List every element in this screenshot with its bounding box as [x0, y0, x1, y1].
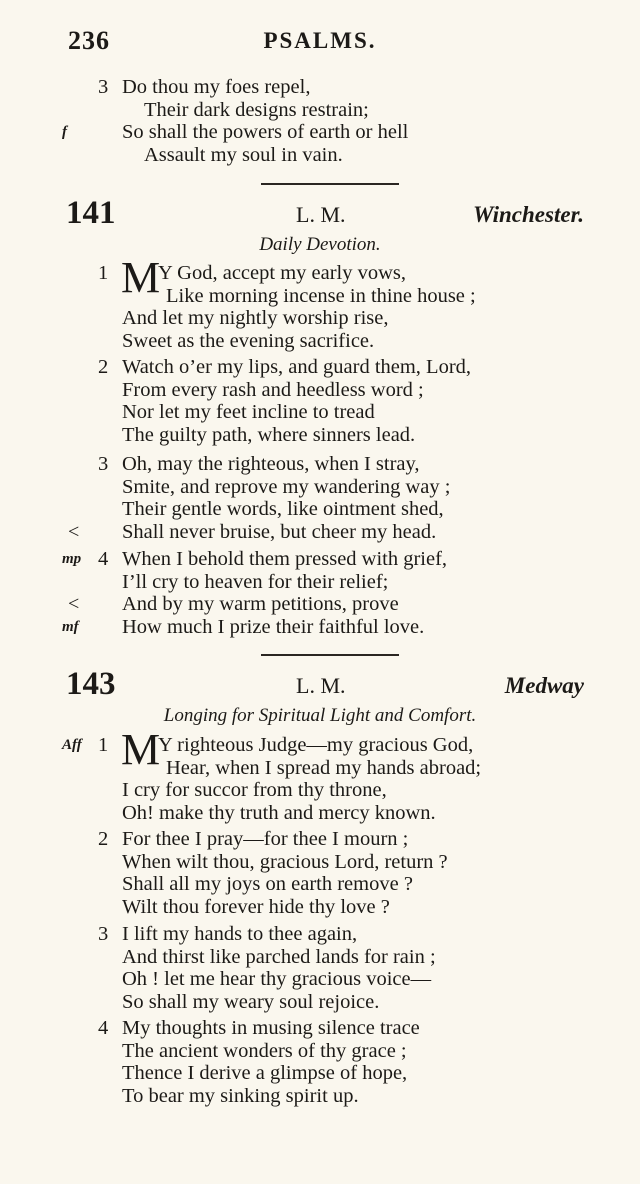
verse-line: Hear, when I spread my hands abroad; — [166, 756, 482, 779]
verse-number: 2 — [98, 356, 109, 378]
verse-number: 2 — [98, 828, 109, 850]
verse-line: Shall never bruise, but cheer my head. — [122, 520, 437, 543]
hymn-verse — [0, 453, 640, 543]
verse-line: Their dark designs restrain; — [144, 98, 369, 121]
verse-line: Their gentle words, like ointment shed, — [122, 498, 444, 521]
verse-line: My thoughts in musing silence trace — [122, 1017, 420, 1039]
running-header — [0, 26, 640, 56]
drop-cap: M — [121, 253, 161, 302]
verse-line: From every rash and heedless word ; — [122, 378, 424, 401]
verse-line: When I behold them pressed with grief, — [122, 548, 448, 570]
hymn-number: 143 — [66, 666, 116, 702]
verse-line: To bear my sinking spirit up. — [122, 1084, 359, 1107]
verse-line: Y God, accept my early vows, — [158, 262, 407, 284]
tune-name: Winchester. — [473, 202, 584, 227]
verse-line: Assault my soul in vain. — [144, 143, 343, 166]
verse-number: 3 — [98, 923, 109, 945]
hymn-meter: L. M. — [296, 673, 346, 698]
tune-name: Medway — [504, 673, 584, 698]
dynamic-mark: mf — [62, 618, 79, 635]
verse-line: I cry for succor from thy throne, — [122, 779, 387, 802]
verse-number: 4 — [98, 548, 109, 570]
hymn-verse — [0, 923, 640, 1013]
verse-line: So shall my weary soul rejoice. — [122, 990, 380, 1013]
verse-line: Like morning incense in thine house ; — [166, 284, 476, 307]
page-number: 236 — [68, 26, 110, 55]
page-title: PSALMS. — [263, 28, 377, 53]
hymn-verse — [0, 828, 640, 918]
dynamic-mark: Aff — [62, 737, 82, 753]
hymn-number: 141 — [66, 195, 116, 231]
verse-line: I’ll cry to heaven for their relief; — [122, 570, 389, 593]
section-divider — [261, 654, 399, 656]
verse-line: So shall the powers of earth or hell — [122, 121, 409, 144]
verse-line: The ancient wonders of thy grace ; — [122, 1039, 407, 1062]
drop-cap: M — [121, 725, 161, 774]
verse-line: And thirst like parched lands for rain ; — [122, 945, 436, 968]
hymn-heading — [0, 195, 640, 235]
verse-number: 3 — [98, 76, 109, 98]
verse-line: Sweet as the evening sacrifice. — [122, 329, 375, 352]
dynamic-mark: mp — [62, 551, 82, 567]
verse-line: For thee I pray—for thee I mourn ; — [122, 828, 409, 850]
verse-number: 3 — [98, 453, 109, 475]
continuation-verse — [0, 76, 640, 166]
verse-line: When wilt thou, gracious Lord, return ? — [122, 850, 448, 873]
hymn-verse — [0, 253, 640, 352]
hymn-subtitle: Longing for Spiritual Light and Comfort. — [163, 705, 477, 726]
verse-line: Smite, and reprove my wandering way ; — [122, 475, 451, 498]
verse-line: And let my nightly worship rise, — [122, 307, 389, 330]
verse-line: The guilty path, where sinners lead. — [122, 423, 416, 446]
verse-number: 4 — [98, 1017, 109, 1039]
crescendo-mark: < — [68, 520, 80, 543]
verse-line: I lift my hands to thee again, — [122, 923, 358, 945]
dynamic-mark: f — [62, 124, 67, 141]
verse-line: Nor let my feet incline to tread — [122, 401, 375, 424]
verse-line: Do thou my foes repel, — [122, 76, 311, 98]
hymn-subtitle: Daily Devotion. — [259, 234, 381, 255]
verse-number: 1 — [98, 262, 109, 284]
verse-line: Oh ! let me hear thy gracious voice— — [122, 968, 432, 991]
crescendo-mark: < — [68, 593, 80, 616]
verse-line: How much I prize their faithful love. — [122, 615, 425, 638]
section-divider — [261, 183, 399, 185]
hymn-meter: L. M. — [296, 202, 346, 227]
verse-line: Shall all my joys on earth remove ? — [122, 873, 413, 896]
verse-line: Thence I derive a glimpse of hope, — [122, 1062, 408, 1085]
hymn-verse — [0, 548, 640, 638]
verse-number: 1 — [98, 734, 109, 756]
hymn-verse — [0, 1017, 640, 1107]
verse-line: Watch o’er my lips, and guard them, Lord, — [122, 356, 472, 378]
verse-line: Y righteous Judge—my gracious God, — [158, 734, 474, 756]
hymn-verse — [0, 356, 640, 446]
hymn-verse — [0, 725, 640, 824]
verse-line: Oh, may the righteous, when I stray, — [122, 453, 420, 475]
verse-line: Wilt thou forever hide thy love ? — [122, 895, 390, 918]
verse-line: Oh! make thy truth and mercy known. — [122, 801, 436, 824]
hymn-heading — [0, 666, 640, 706]
verse-line: And by my warm petitions, prove — [122, 593, 399, 616]
